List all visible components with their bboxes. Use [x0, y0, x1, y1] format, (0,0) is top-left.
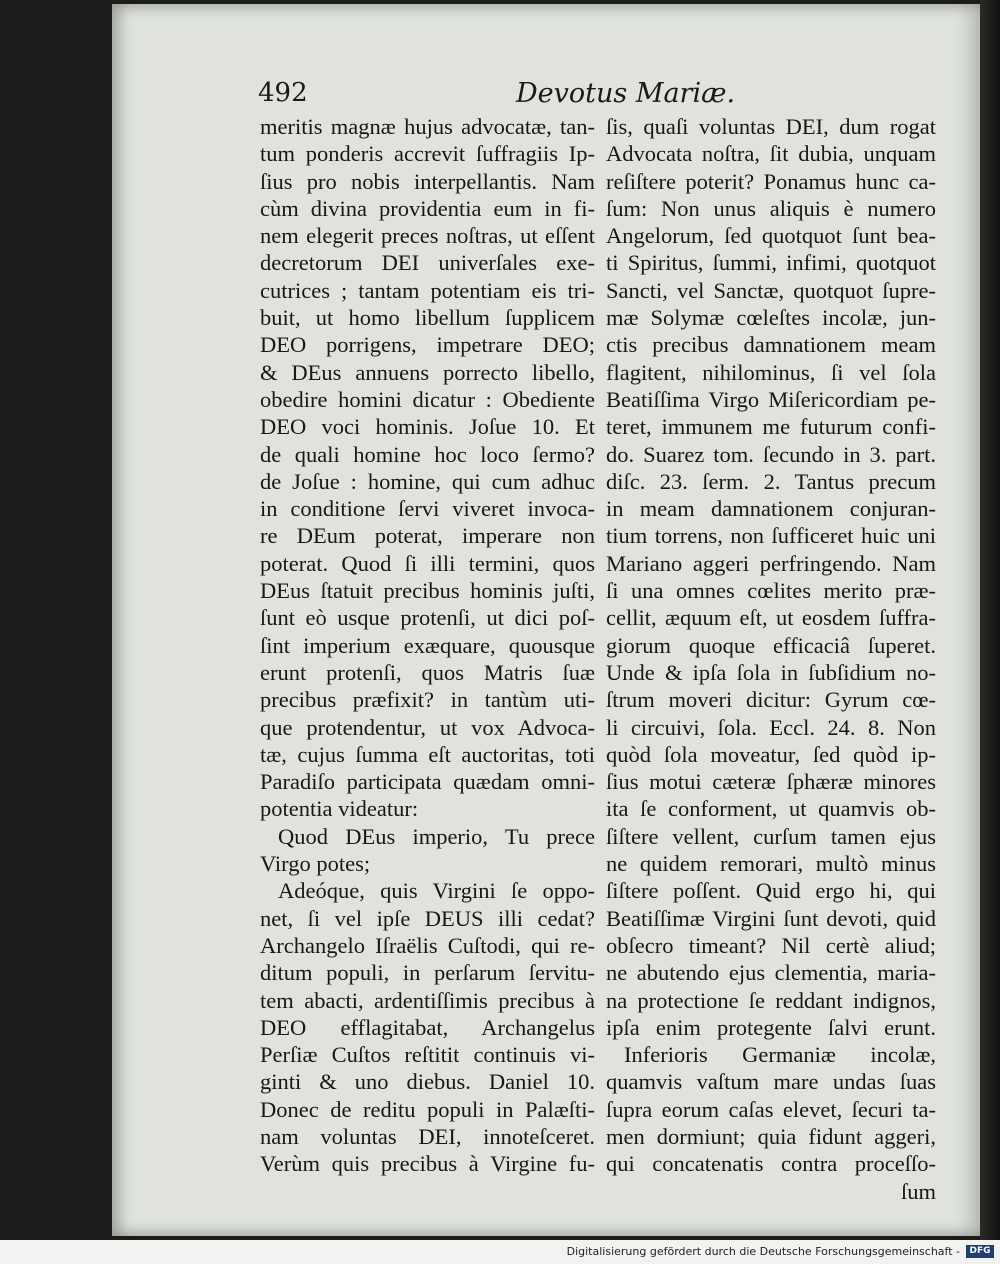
- text-line: DEus ſtatuit precibus hominis juſti,: [260, 578, 595, 604]
- text-line: Adeóque, quis Virgini ſe oppo-: [278, 878, 595, 904]
- text-line: DEO voci hominis. Joſue 10. Et: [260, 414, 595, 440]
- text-line: Archangelo Iſraëlis Cuſtodi, qui re-: [260, 932, 595, 958]
- text-line: Virgo potes;: [260, 851, 371, 877]
- text-line: ſunt eò usque protenſi, ut dici poſ-: [260, 605, 595, 631]
- text-line: ne abutendo ejus clementia, maria-: [606, 960, 936, 986]
- text-line: ditum populi, in perſarum ſervitu-: [260, 960, 595, 986]
- text-line: ſis, quaſi voluntas DEI, dum rogat: [606, 114, 936, 139]
- text-line: ſum: Non unus aliquis è numero: [606, 195, 936, 221]
- page-edge: [980, 0, 1000, 1240]
- text-line: Inferioris Germaniæ incolæ,: [624, 1042, 936, 1068]
- text-line: Perſiæ Cuſtos reſtitit continuis vi-: [260, 1042, 595, 1068]
- text-line: ita ſe conforment, ut quamvis ob-: [606, 796, 936, 822]
- text-line: buit, ut homo libellum ſupplicem: [260, 305, 595, 331]
- text-line: giorum quoque efficaciâ ſuperet.: [606, 632, 936, 658]
- text-line: net, ſi vel ipſe DEUS illi cedat?: [260, 905, 595, 931]
- text-line: Donec de reditu populi in Palæſti-: [260, 1096, 595, 1122]
- text-line: de quali homine hoc loco ſermo?: [260, 441, 595, 467]
- text-line: Sancti, vel Sanctæ, quotquot ſupre-: [606, 277, 936, 303]
- text-line: tæ, cujus ſumma eſt auctoritas, toti: [260, 741, 595, 767]
- text-line: in meam damnationem conjuran-: [606, 496, 936, 522]
- text-line: cùm divina providentia eum in fi-: [260, 195, 595, 221]
- text-line: reſiſtere poterit? Ponamus hunc ca-: [606, 168, 936, 194]
- text-line: quamvis vaſtum mare undas ſuas: [606, 1069, 936, 1095]
- left-text-column: [260, 113, 595, 1178]
- text-line: precibus præfixit? in tantùm uti-: [260, 687, 595, 713]
- text-line: mæ Solymæ cœleſtes incolæ, jun-: [606, 305, 936, 331]
- text-line: quòd ſola moveatur, ſed quòd ip-: [606, 741, 936, 767]
- text-line: de Joſue : homine, qui cum adhuc: [260, 468, 595, 494]
- text-line: ne quidem remorari, multò minus: [606, 851, 936, 877]
- text-line: Unde & ipſa ſola in ſubſidium no-: [606, 659, 936, 685]
- text-line: Paradiſo participata quædam omni-: [260, 769, 595, 795]
- text-line: qui concatenatis contra proceſſo-: [606, 1151, 936, 1177]
- text-line: nam voluntas DEI, innoteſceret.: [260, 1123, 595, 1149]
- text-line: ti Spiritus, ſummi, infimi, quotquot: [606, 250, 936, 276]
- text-line: Mariano aggeri perfringendo. Nam: [606, 550, 936, 576]
- text-line: flagitent, nihilominus, ſi vel ſola: [606, 359, 936, 385]
- text-line: ſtrum moveri dicitur: Gyrum cœ-: [606, 687, 936, 713]
- text-line: men dormiunt; quia fidunt aggeri,: [606, 1123, 936, 1149]
- text-line: obſecro timeant? Nil certè aliud;: [606, 932, 936, 958]
- text-line: Beatiſſima Virgo Miſericordiam pe-: [606, 386, 936, 412]
- text-line: cellit, æquum eſt, ut eosdem ſuffra-: [606, 605, 936, 631]
- text-line: decretorum DEI univerſales exe-: [260, 250, 595, 276]
- text-line: Advocata noſtra, ſit dubia, unquam: [606, 141, 936, 167]
- text-line: poterat. Quod ſi illi termini, quos: [260, 550, 595, 576]
- text-line: Beatiſſimæ Virgini ſunt devoti, quid: [606, 905, 936, 931]
- text-line: nem elegerit preces noſtras, ut eſſent: [260, 223, 595, 249]
- text-line: cutrices ; tantam potentiam eis tri-: [260, 277, 595, 303]
- footer-credit: Digitalisierung gefördert durch die Deutsche Forschungsgemeinschaft -: [566, 1245, 960, 1258]
- text-line: do. Suarez tom. ſecundo in 3. part.: [606, 441, 936, 467]
- text-line: ſi una omnes cœlites merito præ-: [606, 578, 936, 604]
- page-header: [258, 78, 736, 118]
- text-line: DEO efflagitabat, Archangelus: [260, 1014, 595, 1040]
- text-line: re DEum poterat, imperare non: [260, 523, 595, 549]
- text-line: & DEus annuens porrecto libello,: [260, 359, 595, 385]
- text-line: tem abacti, ardentiſſimis precibus à: [260, 987, 595, 1013]
- text-line: ſiſtere poſſent. Quid ergo hi, qui: [606, 878, 936, 904]
- text-line: na protectione ſe reddant indignos,: [606, 987, 936, 1013]
- text-line: que protendentur, ut vox Advoca-: [260, 714, 595, 740]
- text-line: li circuivi, ſola. Eccl. 24. 8. Non: [606, 714, 936, 740]
- text-line: tium torrens, non ſufficeret huic uni: [606, 523, 936, 549]
- text-line: ſupra eorum caſas elevet, ſecuri ta-: [606, 1096, 936, 1122]
- text-line: Angelorum, ſed quotquot ſunt bea-: [606, 223, 936, 249]
- text-line: erunt protenſi, quos Matris ſuæ: [260, 659, 595, 685]
- text-line: teret, immunem me futurum confi-: [606, 414, 936, 440]
- text-line: Quod DEus imperio, Tu prece: [278, 823, 595, 849]
- page-number: 492: [258, 78, 308, 108]
- text-line: ſius motui cæteræ ſphæræ minores: [606, 769, 936, 795]
- text-line: ginti & uno diebus. Daniel 10.: [260, 1069, 595, 1095]
- text-line: potentia videatur:: [260, 796, 419, 822]
- text-line: tum ponderis accrevit ſuffragiis Ip-: [260, 141, 595, 167]
- text-line: DEO porrigens, impetrare DEO;: [260, 332, 595, 358]
- catchword: ſum: [900, 1178, 936, 1204]
- running-head: Devotus Mariæ.: [516, 78, 736, 109]
- text-line: ſiſtere vellent, curſum tamen ejus: [606, 823, 936, 849]
- text-line: ctis precibus damnationem meam: [606, 332, 936, 358]
- dfg-logo: DFG: [966, 1245, 994, 1258]
- text-line: Verùm quis precibus à Virgine fu-: [260, 1151, 595, 1177]
- text-line: obedire homini dicatur : Obediente: [260, 386, 595, 412]
- text-line: meritis magnæ hujus advocatæ, tan-: [260, 114, 595, 139]
- text-line: diſc. 23. ſerm. 2. Tantus precum: [606, 468, 936, 494]
- footer-bar: [0, 1240, 1000, 1264]
- text-line: in conditione ſervi viveret invoca-: [260, 496, 595, 522]
- text-line: ipſa enim protegente ſalvi erunt.: [606, 1014, 936, 1040]
- right-text-column: [606, 113, 936, 1205]
- text-line: ſint imperium exæquare, quousque: [260, 632, 595, 658]
- text-line: ſius pro nobis interpellantis. Nam: [260, 168, 595, 194]
